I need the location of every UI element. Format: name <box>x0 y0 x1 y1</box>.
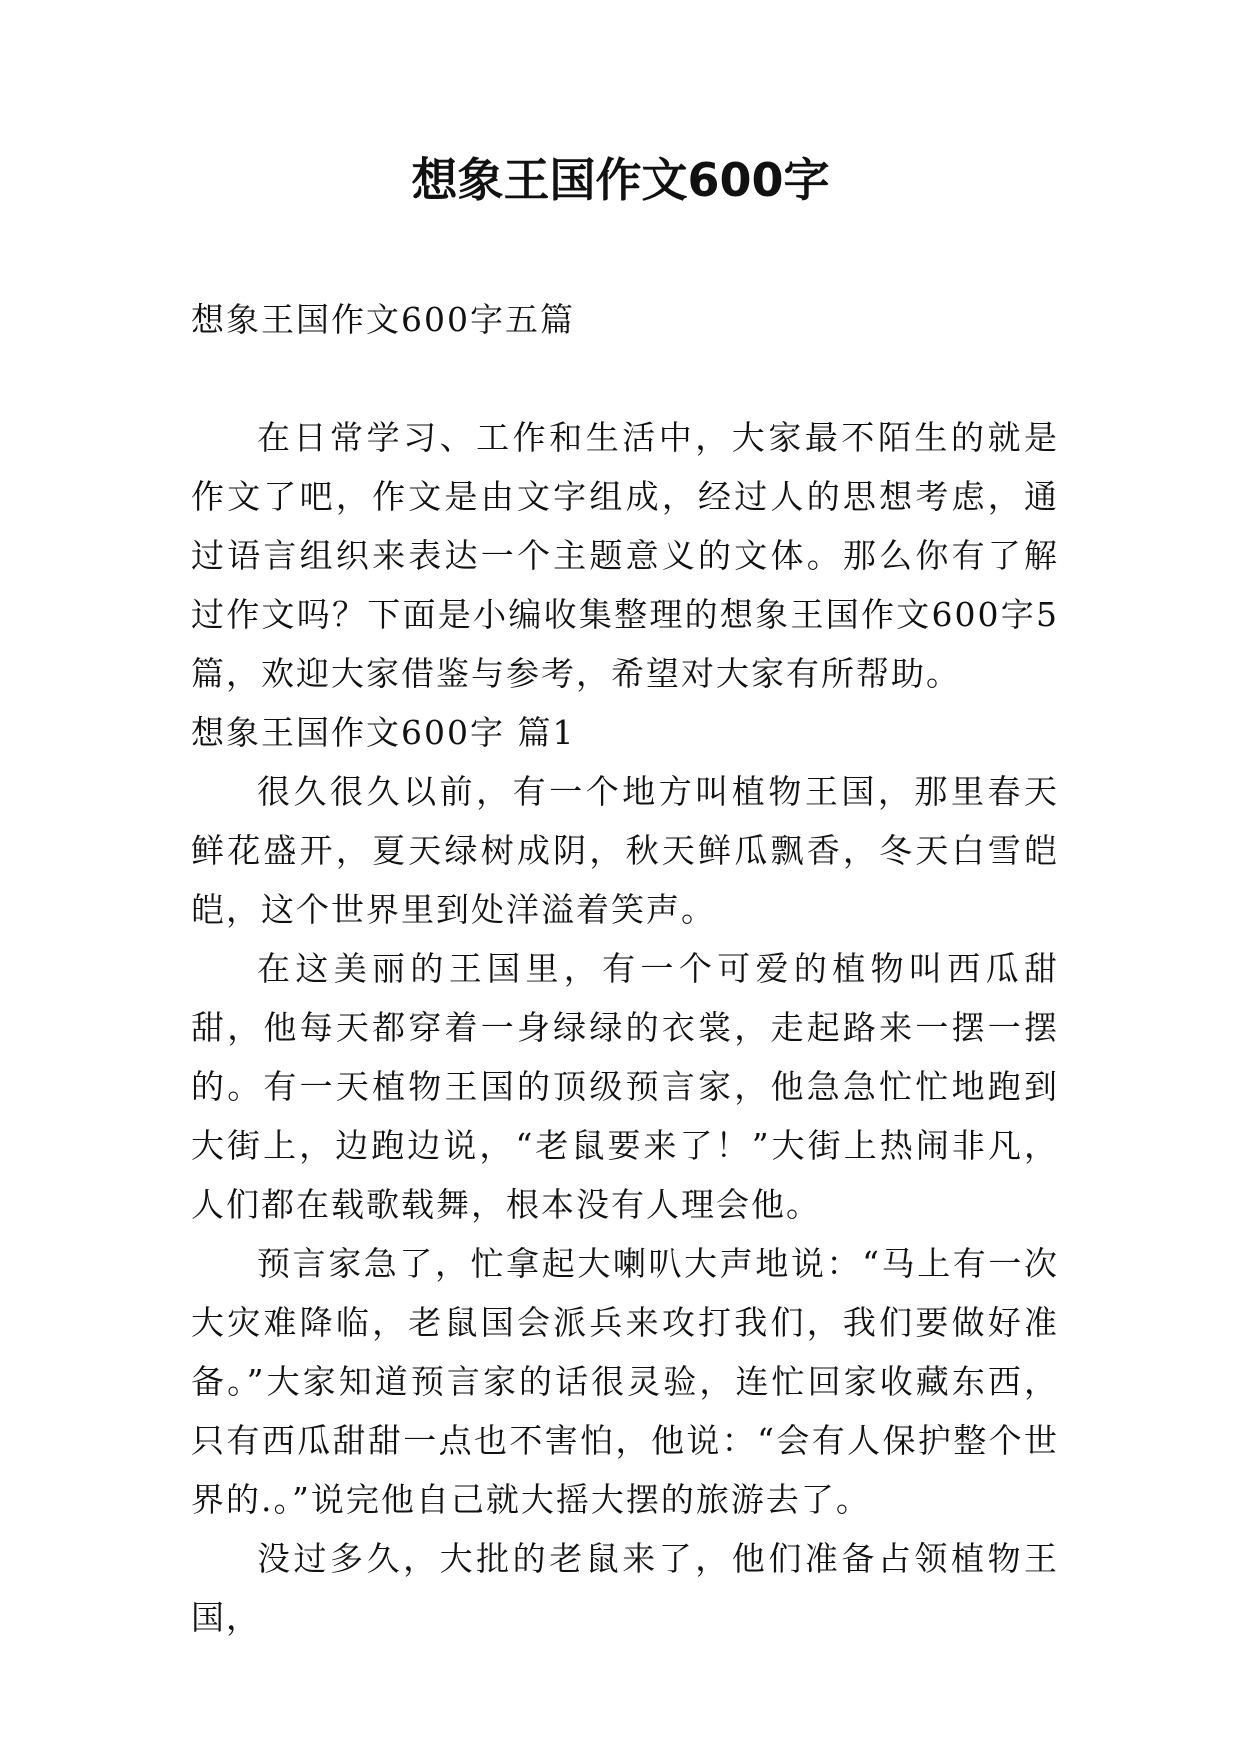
body-paragraph: 在这美丽的王国里，有一个可爱的植物叫西瓜甜甜，他每天都穿着一身绿绿的衣裳，走起路来一摆一摆的。有一天植物王国的顶级预言家，他急急忙忙地跑到大街上，边跑边说，“老鼠要来了！”大街上热闹非凡，人们都在载歌载舞，根本没有人理会他。 <box>191 949 1059 1224</box>
document-title: 想象王国作文600字 <box>411 153 830 207</box>
intro-paragraph: 在日常学习、工作和生活中，大家最不陌生的就是作文了吧，作文是由文字组成，经过人的思想考虑，通过语言组织来表达一个主题意义的文体。那么你有了解过作文吗？下面是小编收集整理的想象王国作文600字5篇，欢迎大家借鉴与参考，希望对大家有所帮助。 <box>191 418 1059 693</box>
document-subtitle: 想象王国作文600字五篇 <box>191 300 575 339</box>
body-paragraph: 预言家急了，忙拿起大喇叭大声地说：“马上有一次大灾难降临，老鼠国会派兵来攻打我们，我们要做好准备。”大家知道预言家的话很灵验，连忙回家收藏东西，只有西瓜甜甜一点也不害怕，他说：“会有人保护整个世界的.。”说完他自己就大摇大摆的旅游去了。 <box>191 1244 1059 1519</box>
chapter-heading: 想象王国作文600字 篇1 <box>191 713 576 752</box>
document-body <box>191 290 1059 1647</box>
body-paragraph: 没过多久，大批的老鼠来了，他们准备占领植物王国， <box>191 1539 1059 1637</box>
body-paragraph: 很久很久以前，有一个地方叫植物王国，那里春天鲜花盛开，夏天绿树成阴，秋天鲜瓜飘香，冬天白雪皑皑，这个世界里到处洋溢着笑声。 <box>191 772 1059 929</box>
